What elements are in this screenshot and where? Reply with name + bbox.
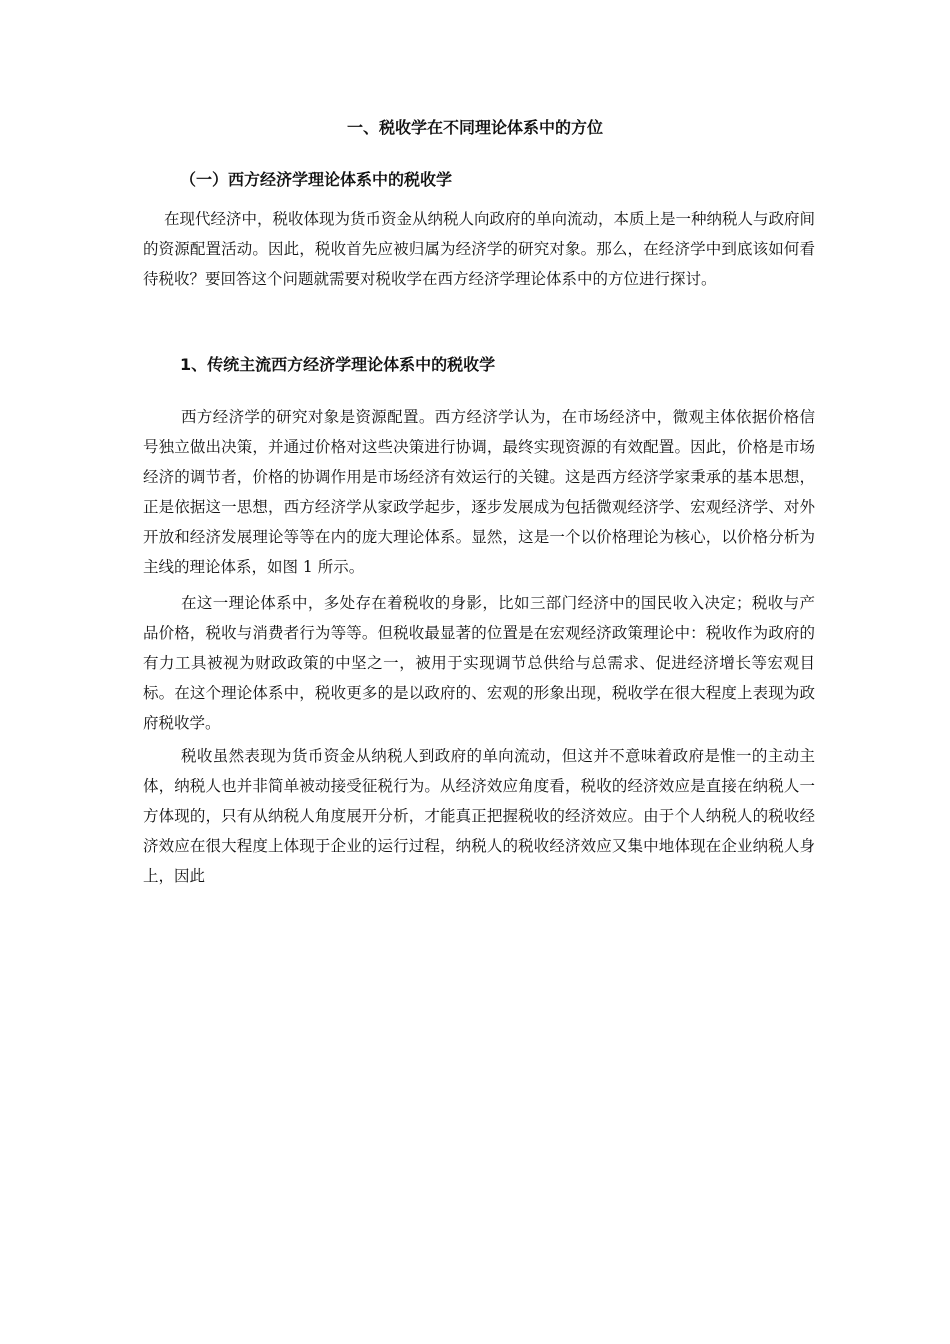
paragraph-intro: 在现代经济中，税收体现为货币资金从纳税人向政府的单向流动，本质上是一种纳税人与政府间的资源配置活动。因此，税收首先应被归属为经济学的研究对象。那么，在经济学中到底该如何看待税收？要回答这个问题就需要对税收学在西方经济学理论体系中的方位进行探讨。 [143, 210, 816, 288]
subsection-title: （一）西方经济学理论体系中的税收学 [180, 170, 453, 189]
section-title: 一、税收学在不同理论体系中的方位 [346, 118, 603, 137]
sub-subsection-title: 1、传统主流西方经济学理论体系中的税收学 [180, 355, 496, 374]
paragraph-resource-allocation: 西方经济学的研究对象是资源配置。西方经济学认为，在市场经济中，微观主体依据价格信号独立做出决策，并通过价格对这些决策进行协调，最终实现资源的有效配置。因此，价格是市场经济的调节者，价格的协调作用是市场经济有效运行的关键。这是西方经济学家秉承的基本思想，正是依据这一思想，西方经济学从家政学起步，逐步发展成为包括微观经济学、宏观经济学、对外开放和经济发展理论等等在内的庞大理论体系。显然，这是一个以价格理论为核心，以价格分析为主线的理论体系，如图 1 所示。 [143, 408, 815, 576]
paragraph-tax-in-theory: 在这一理论体系中，多处存在着税收的身影，比如三部门经济中的国民收入决定；税收与产品价格，税收与消费者行为等等。但税收最显著的位置是在宏观经济政策理论中：税收作为政府的有力工具被视为财政政策的中坚之一，被用于实现调节总供给与总需求、促进经济增长等宏观目标。在这个理论体系中，税收更多的是以政府的、宏观的形象出现，税收学在很大程度上表现为政府税收学。 [143, 594, 815, 732]
paragraph-taxpayer-effects: 税收虽然表现为货币资金从纳税人到政府的单向流动，但这并不意味着政府是惟一的主动主体，纳税人也并非简单被动接受征税行为。从经济效应角度看，税收的经济效应是直接在纳税人一方体现的，只有从纳税人角度展开分析，才能真正把握税收的经济效应。由于个人纳税人的税收经济效应在很大程度上体现于企业的运行过程，纳税人的税收经济效应又集中地体现在企业纳税人身上，因此 [143, 747, 815, 885]
